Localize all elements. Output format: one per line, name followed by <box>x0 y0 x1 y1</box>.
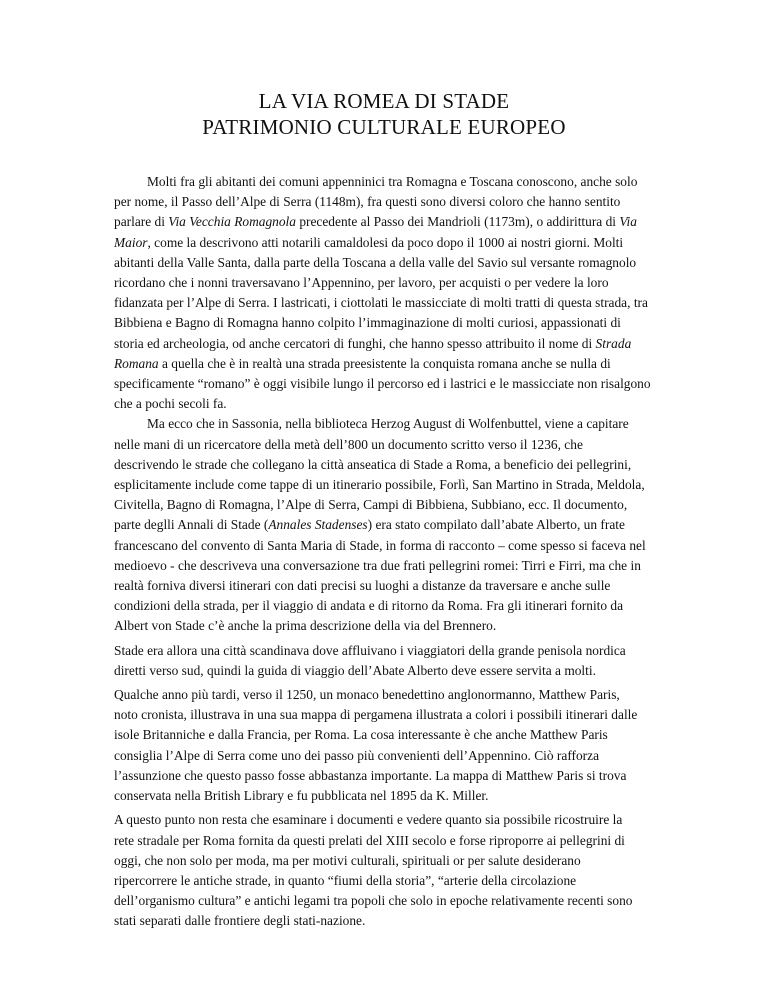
text-line: francescano del convento di Santa Maria di Stade, in forma di racconto – come spesso si faceva nel <box>114 537 646 553</box>
title-line-1: LA VIA ROMEA DI STADE <box>258 89 510 113</box>
text-line: Albert von Stade c’è anche la prima descrizione della via del Brennero. <box>114 618 497 634</box>
text-line: che a pochi secoli fa. <box>114 396 227 412</box>
text-line: isole Britanniche e dalla Francia, per Roma. La cosa interessante è che anche Matthew Paris <box>114 727 608 743</box>
text-line: rete stradale per Roma fornita da questi prelati del XIII secolo e forse riproporre ai pellegrini di <box>114 832 625 848</box>
text-line: storia ed archeologia, od anche cercatori di funghi, che hanno spesso attribuito il nome di Strada <box>114 335 632 351</box>
text-line: specificamente “romano” è oggi visibile lungo il percorso ed i lastrici e le massicciate non risalgono <box>114 376 651 392</box>
text-line: l’assunzione che questo passo fosse abbastanza importante. La mappa di Matthew Paris si trova <box>114 767 627 783</box>
paragraph <box>114 641 684 681</box>
italic-term: Via <box>619 214 637 230</box>
text-line: dell’organismo cultura” e antichi legami tra popoli che solo in epoche relativamente recenti sono <box>114 893 633 909</box>
text-line: conservata nella British Library e fu pubblicata nel 1895 da K. Miller. <box>114 788 489 804</box>
text-line: Romana a quella che è in realtà una strada preesistente la conquista romana anche se nulla di <box>114 355 611 371</box>
text-line: stati separati dalle frontiere degli stati-nazione. <box>114 913 366 929</box>
text-line: Maior, come la descrivono atti notarili camaldolesi da poco dopo il 1000 ai nostri giorni. Molti <box>114 234 624 250</box>
paragraph <box>114 810 684 931</box>
text-line: esplicitamente include come tappe di un itinerario possibile, Forlì, San Martino in Strada, Meldola, <box>114 477 645 493</box>
italic-term: Maior <box>114 234 148 250</box>
italic-term: Annales Stadenses <box>268 517 368 533</box>
italic-term: Romana <box>114 355 159 371</box>
text-line: ripercorrere le antiche strade, in quanto “fiumi della storia”, “arterie della circolazione <box>114 872 577 888</box>
text-line: Stade era allora una città scandinava dove affluivano i viaggiatori della grande penisola nordica <box>114 642 626 658</box>
text-line: consiglia l’Alpe di Serra come uno dei passo più convenienti dell’Appennino. Ciò rafforza <box>114 747 600 763</box>
text-line: Qualche anno più tardi, verso il 1250, un monaco benedettino anglonormanno, Matthew Paris, <box>114 687 620 703</box>
title-line-2: PATRIMONIO CULTURALE EUROPEO <box>202 115 566 139</box>
text-line: noto cronista, illustrava in una sua mappa di pergamena illustrata a colori i possibili itinerari dalle <box>114 707 638 723</box>
text-line: nelle mani di un ricercatore della metà dell’800 un documento scritto verso il 1236, che <box>114 436 583 452</box>
text-line: A questo punto non resta che esaminare i documenti e vedere quanto sia possibile ricostruire la <box>114 812 623 828</box>
body-text <box>114 172 684 932</box>
paragraph <box>114 172 684 414</box>
text-line: descrivendo le strade che collegano la città anseatica di Stade a Roma, a beneficio dei pellegrini, <box>114 456 632 472</box>
text-line: fidanzata per l’Alpe di Serra. I lastricati, i ciottolati le massicciate di molti tratti di questa strada, tra <box>114 295 648 311</box>
text-line: Molti fra gli abitanti dei comuni appenninici tra Romagna e Toscana conoscono, anche solo <box>147 174 638 189</box>
paragraph <box>114 685 684 806</box>
text-line: parte deglli Annali di Stade (Annales Stadenses) era stato compilato dall’abate Alberto, un frate <box>114 517 625 533</box>
text-line: abitanti della Valle Santa, dalla parte della Toscana a della valle del Savio sul versante romagnolo <box>114 254 637 270</box>
text-line: Civitella, Bagno di Romagna, l’Alpe di Serra, Campi di Bibbiena, Subbiano, ecc. Il documento, <box>114 497 628 513</box>
text-line: realtà forniva diversi itinerari con dati precisi su luoghi a distanze da traversare e anche sulle <box>114 578 611 594</box>
text-line: parlare di Via Vecchia Romagnola precedente al Passo dei Mandrioli (1173m), o addirittura di Via <box>114 214 637 230</box>
text-line: ricordano che i nonni traversavano l’Appennino, per lavoro, per acquisti o per vedere la loro <box>114 275 609 291</box>
text-line: Ma ecco che in Sassonia, nella biblioteca Herzog August di Wolfenbuttel, viene a capitare <box>147 416 629 432</box>
text-line: medioevo - che descriveva una conversazione tra due frati pellegrini romei: Tirri e Firri, ma che in <box>114 557 641 573</box>
text-line: oggi, che non solo per moda, ma per motivi culturali, spirituali or per salute desiderano <box>114 852 581 868</box>
text-line: per nome, il Passo dell’Alpe di Serra (1148m), fra questi sono diversi coloro che hanno sentito <box>114 194 621 210</box>
italic-term: Strada <box>595 335 632 351</box>
text-line: diretti verso sud, quindi la guida di viaggio dell’Abate Alberto deve essere servita a molti. <box>114 662 596 678</box>
document-title <box>0 88 768 140</box>
text-line: Bibbiena e Bagno di Romagna hanno colpito l’immaginazione di molti curiosi, appassionati di <box>114 315 621 331</box>
italic-term: Via Vecchia Romagnola <box>168 214 296 230</box>
paragraph <box>114 414 684 636</box>
text-line: condizioni della strada, per il viaggio di andata e di ritorno da Roma. Fra gli itinerari fornito da <box>114 598 624 614</box>
